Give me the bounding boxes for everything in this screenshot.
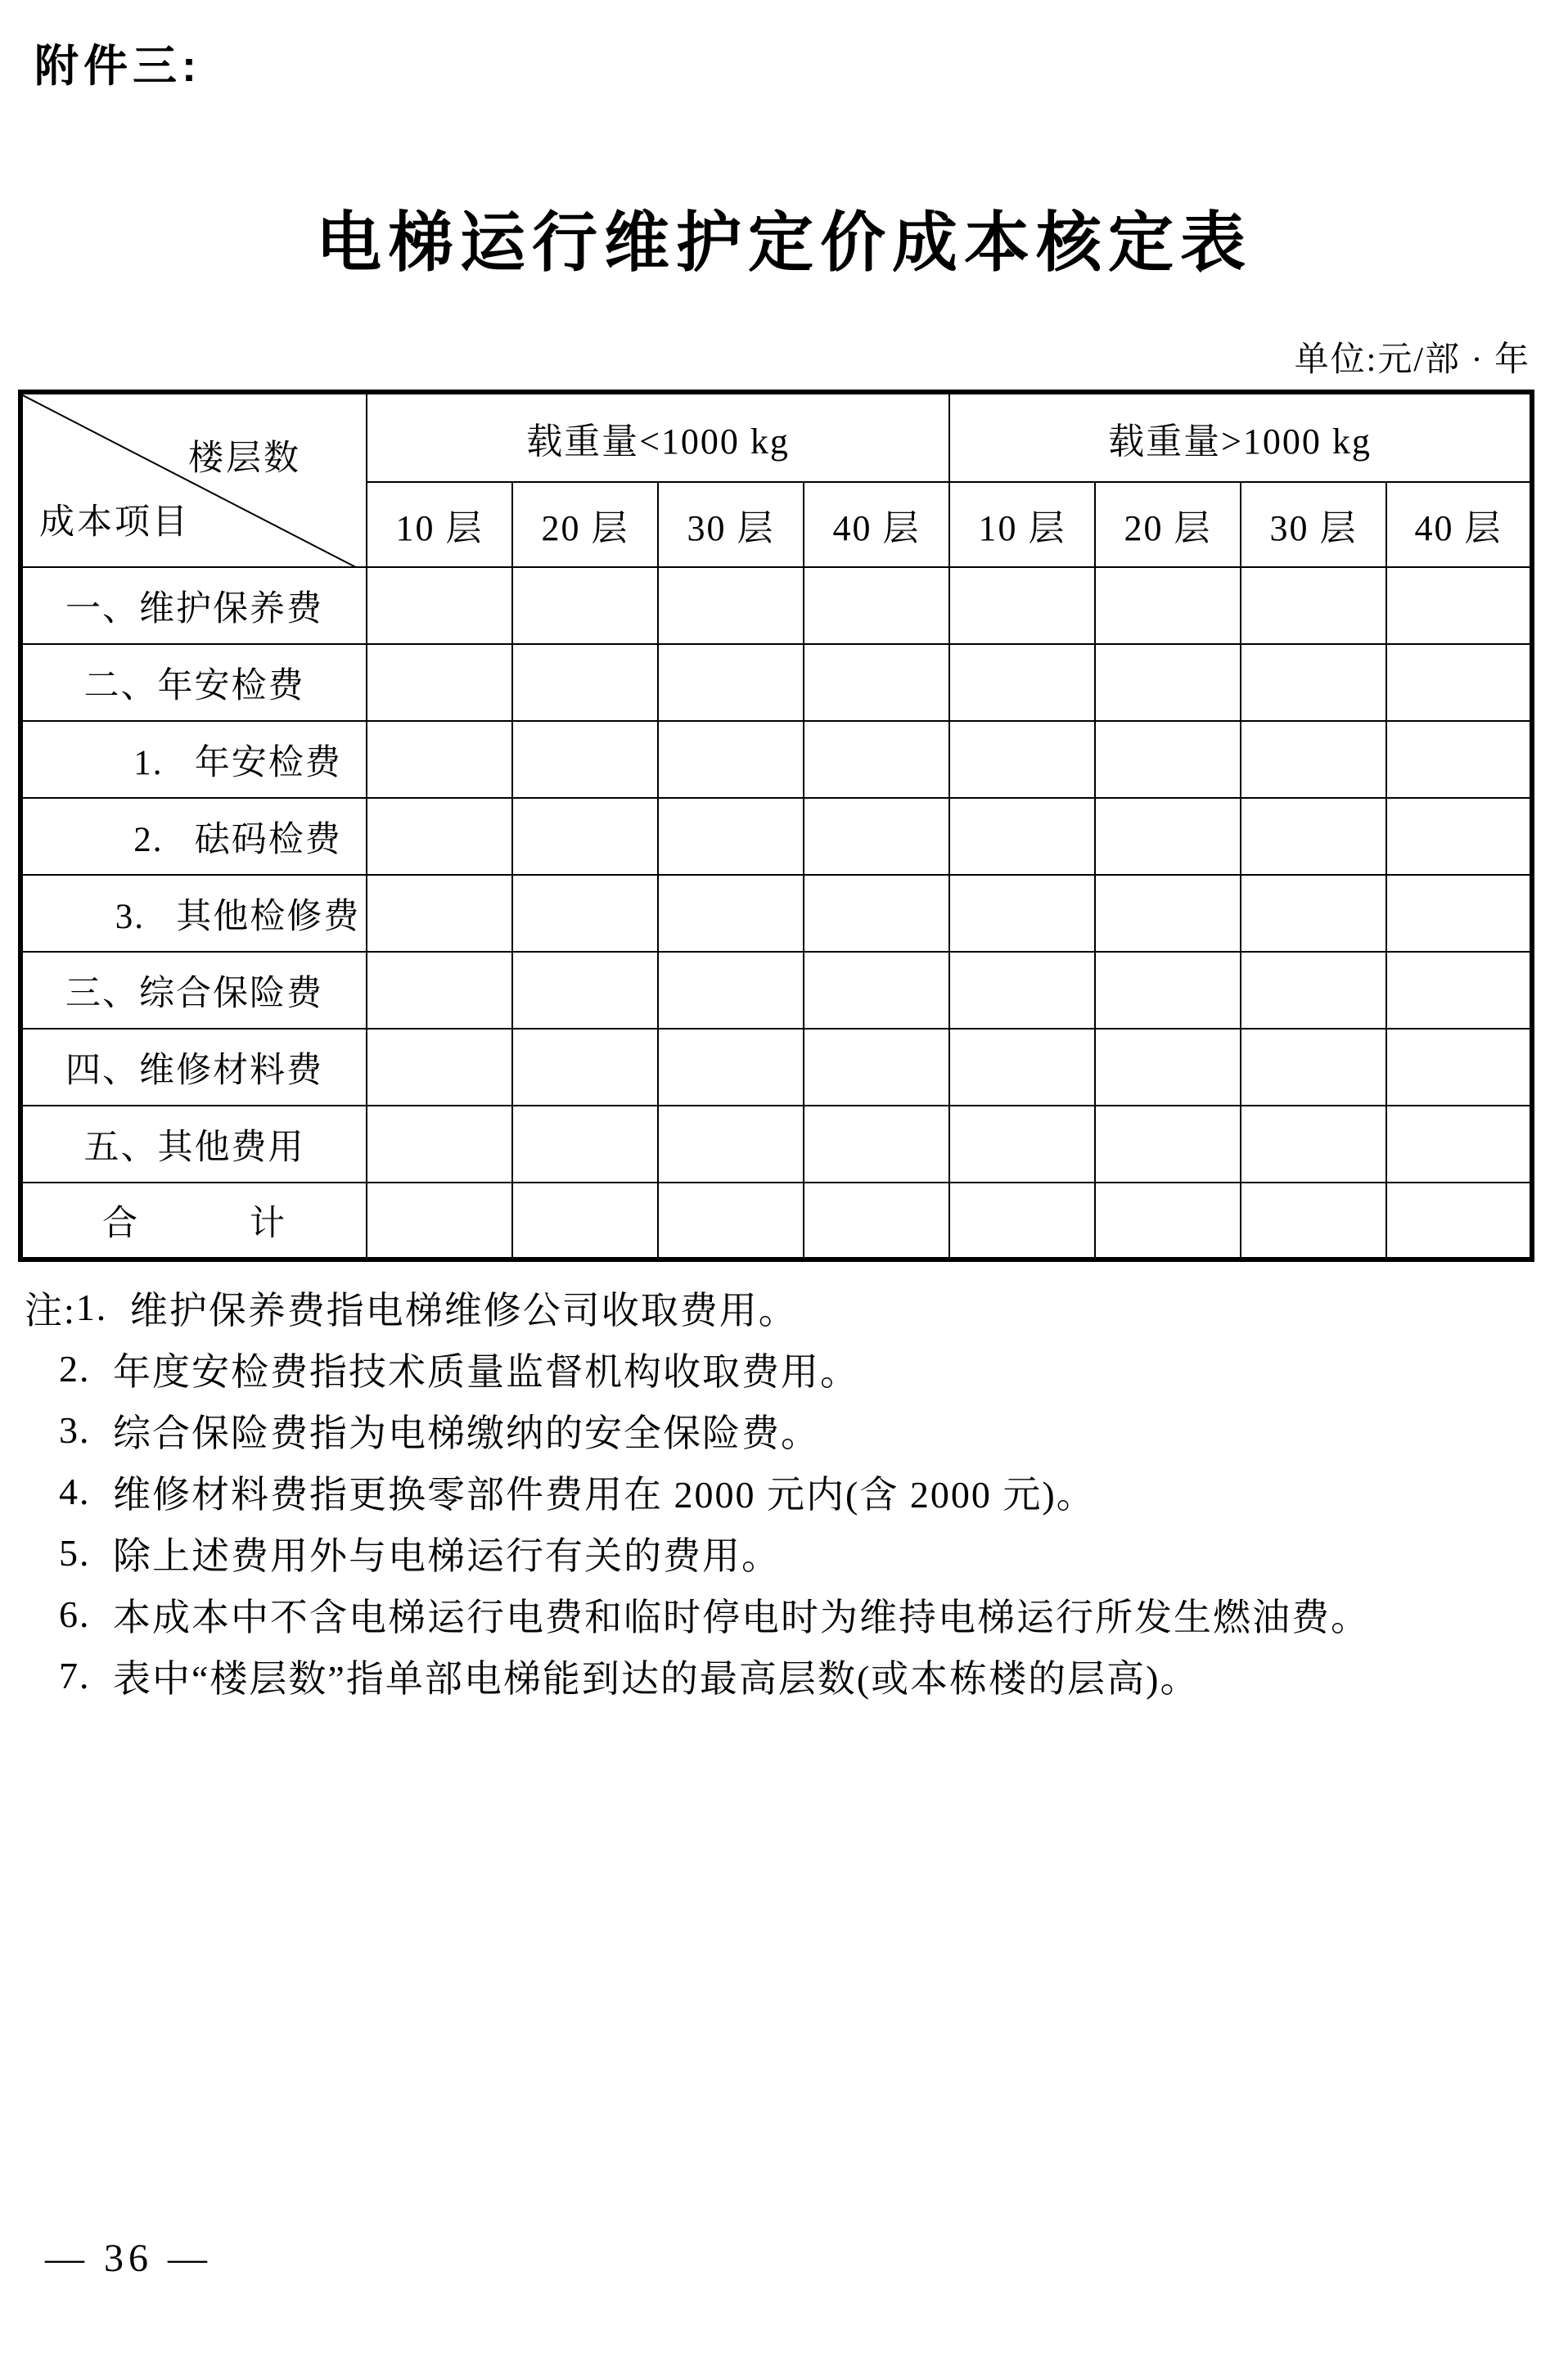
table-cell-empty [658,644,804,721]
table-cell-empty [804,1106,949,1183]
table-cell-empty [658,1183,804,1259]
table-cell-empty [1095,875,1241,952]
table-cell-empty [804,644,949,721]
row-label-annual-safety-inspection: 1. 年安检费 [20,721,367,798]
note-text: 除上述费用外与电梯运行有关的费用。 [113,1534,781,1577]
table-cell-empty [1241,875,1386,952]
row-label-repair-materials: 四、维修材料费 [20,1029,367,1106]
table-cell-empty [1241,721,1386,798]
table-row [20,721,1532,798]
table-cell-empty [804,875,949,952]
floor-header-cell: 10 层 [949,482,1095,567]
table-cell-empty [949,721,1095,798]
row-label-other-overhaul: 3. 其他检修费 [20,875,367,952]
table-cell-empty [804,1183,949,1259]
note-text: 本成本中不含电梯运行电费和临时停电时为维持电梯运行所发生燃油费。 [113,1596,1370,1638]
table-cell-empty [658,1106,804,1183]
table-cell-empty [949,1183,1095,1259]
notes-section [25,1277,1545,1706]
table-cell-empty [367,644,512,721]
unit-note: 单位:元/部 · 年 [1294,341,1530,379]
table-row [20,798,1532,875]
corner-header-cell [20,392,367,567]
note-number: 4. [59,1471,91,1512]
table-cell-empty [1095,721,1241,798]
table-cell-empty [658,1029,804,1106]
row-label-weight-calibration: 2. 砝码检费 [20,798,367,875]
table-cell-empty [1241,1183,1386,1259]
row-label-total: 合 计 [20,1183,367,1259]
table-row [20,952,1532,1029]
table-cell-empty [1095,952,1241,1029]
table-cell-empty [804,952,949,1029]
table-cell-empty [367,1106,512,1183]
floor-header-cell: 10 层 [367,482,512,567]
table-row [20,1106,1532,1183]
table-cell-empty [658,721,804,798]
note-number: 1. [75,1286,108,1328]
table-cell-empty [512,1106,658,1183]
table-cell-empty [949,644,1095,721]
table-cell-empty [949,875,1095,952]
table-row [20,1183,1532,1259]
table-cell-empty [804,721,949,798]
table-cell-empty [512,644,658,721]
table-cell-empty [1386,875,1532,952]
note-number: 6. [59,1593,91,1635]
note-line [25,1522,1545,1584]
cost-table [18,390,1534,1262]
table-cell-empty [658,875,804,952]
table-cell-empty [367,1183,512,1259]
table-cell-empty [1241,1029,1386,1106]
note-line [25,1277,1545,1338]
floor-header-cell: 30 层 [1241,482,1386,567]
floor-header-cell: 40 层 [1386,482,1532,567]
cost-table-wrapper [18,390,1534,1262]
table-cell-empty [1241,952,1386,1029]
table-cell-empty [1241,798,1386,875]
page-number: — 36 — [45,2237,212,2280]
table-cell-empty [1386,1183,1532,1259]
table-cell-empty [1386,952,1532,1029]
note-text: 年度安检费指技术质量监督机构收取费用。 [113,1350,859,1393]
corner-label-floors: 楼层数 [188,439,301,478]
note-prefix: 注: [25,1289,76,1331]
table-cell-empty [949,952,1095,1029]
table-cell-empty [512,952,658,1029]
table-cell-empty [1386,644,1532,721]
note-number: 5. [59,1532,91,1574]
table-cell-empty [658,567,804,644]
note-number: 3. [59,1409,91,1451]
note-text: 综合保险费指为电梯缴纳的安全保险费。 [113,1412,820,1454]
floor-header-cell: 30 层 [658,482,804,567]
row-label-comprehensive-insurance: 三、综合保险费 [20,952,367,1029]
table-cell-empty [367,721,512,798]
row-label-maintenance-fee: 一、维护保养费 [20,567,367,644]
table-cell-empty [804,1029,949,1106]
table-cell-empty [1095,567,1241,644]
table-cell-empty [1095,1183,1241,1259]
note-number: 2. [59,1348,91,1390]
note-text: 表中“楼层数”指单部电梯能到达的最高层数(或本栋楼的层高)。 [113,1657,1200,1700]
group-header-over-1000kg: 载重量>1000 kg [949,392,1532,482]
floor-header-cell: 40 层 [804,482,949,567]
table-cell-empty [949,1029,1095,1106]
table-cell-empty [512,567,658,644]
table-cell-empty [804,798,949,875]
table-cell-empty [512,798,658,875]
table-cell-empty [512,875,658,952]
note-line [25,1461,1545,1522]
table-cell-empty [512,1029,658,1106]
table-header-row-groups [20,392,1532,482]
table-cell-empty [1095,1106,1241,1183]
table-cell-empty [949,1106,1095,1183]
table-cell-empty [1386,1029,1532,1106]
table-cell-empty [367,567,512,644]
table-cell-empty [1095,1029,1241,1106]
table-row [20,875,1532,952]
table-cell-empty [1241,644,1386,721]
row-label-annual-inspection-fee: 二、年安检费 [20,644,367,721]
table-cell-empty [1095,798,1241,875]
row-label-other-expenses: 五、其他费用 [20,1106,367,1183]
note-text: 维修材料费指更换零部件费用在 2000 元内(含 2000 元)。 [113,1473,1096,1516]
table-cell-empty [658,798,804,875]
table-cell-empty [367,875,512,952]
table-cell-empty [949,567,1095,644]
note-number: 7. [59,1655,91,1696]
group-header-under-1000kg: 载重量<1000 kg [367,392,949,482]
table-cell-empty [949,798,1095,875]
table-cell-empty [512,1183,658,1259]
note-line [25,1645,1545,1706]
table-cell-empty [1095,644,1241,721]
table-row [20,567,1532,644]
note-line [25,1399,1545,1461]
floor-header-cell: 20 层 [512,482,658,567]
note-line [25,1584,1545,1645]
table-cell-empty [367,952,512,1029]
attachment-label: 附件三: [34,42,201,91]
note-line [25,1338,1545,1399]
table-cell-empty [367,1029,512,1106]
table-cell-empty [1386,798,1532,875]
corner-label-cost-items: 成本项目 [39,503,190,542]
floor-header-cell: 20 层 [1095,482,1241,567]
table-cell-empty [1386,721,1532,798]
table-cell-empty [1386,567,1532,644]
table-row [20,1029,1532,1106]
note-text: 维护保养费指电梯维修公司收取费用。 [129,1289,798,1331]
table-row [20,644,1532,721]
page-title: 电梯运行维护定价成本核定表 [316,208,1252,280]
table-cell-empty [1386,1106,1532,1183]
table-cell-empty [658,952,804,1029]
table-cell-empty [512,721,658,798]
table-cell-empty [804,567,949,644]
table-cell-empty [1241,1106,1386,1183]
table-cell-empty [1241,567,1386,644]
table-cell-empty [367,798,512,875]
